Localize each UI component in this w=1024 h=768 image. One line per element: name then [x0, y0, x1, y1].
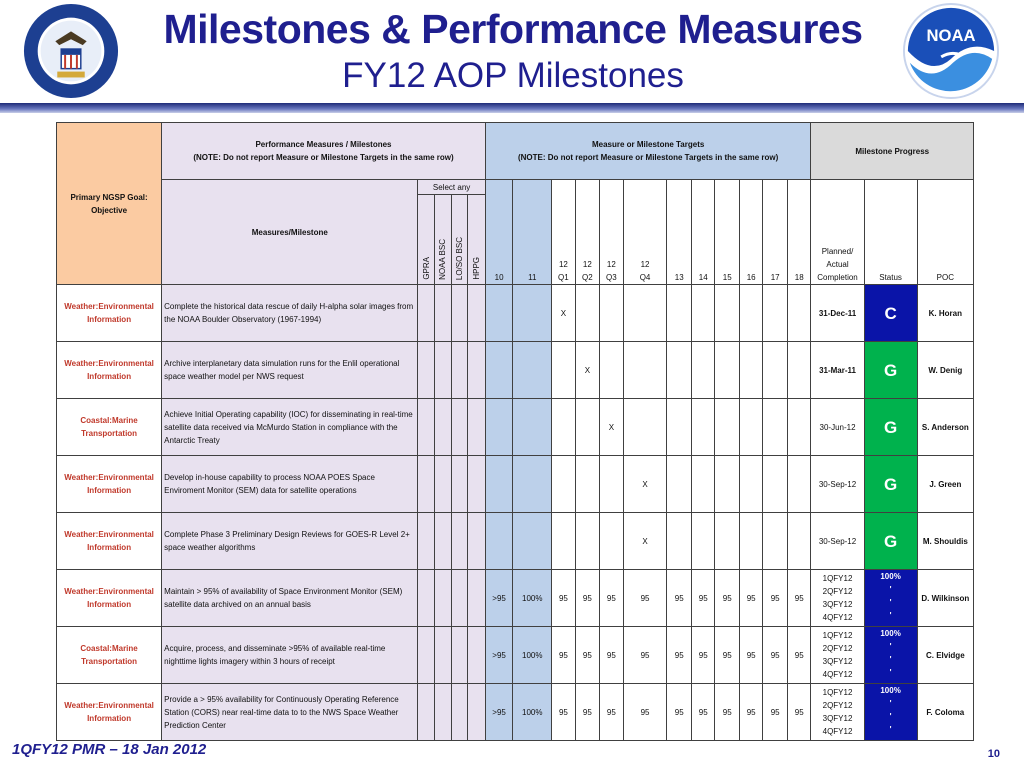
status-progress-line: ': [889, 611, 892, 620]
row-target-future: [691, 342, 714, 399]
row-target-future: [787, 456, 811, 513]
row-target-future: [787, 285, 811, 342]
header-select-any: Select any: [418, 180, 485, 195]
header-targets-title: Measure or Milestone Targets: [591, 140, 705, 149]
row-target-10: >95: [485, 570, 513, 627]
row-target-value: 95: [787, 684, 811, 741]
header-targets: [485, 123, 811, 180]
row-select-cell: [452, 456, 468, 513]
header-col-12q4: 12 Q4: [623, 180, 667, 285]
row-measure: Maintain > 95% of availability of Space Environment Monitor (SEM) satellite data archived on an annual basis: [162, 570, 418, 627]
row-target-value: 95: [552, 684, 575, 741]
row-target-11: 100%: [513, 627, 552, 684]
row-select-cell: [418, 570, 434, 627]
row-target-future: [691, 399, 714, 456]
row-target-10: >95: [485, 684, 513, 741]
row-target-10: [485, 342, 513, 399]
row-target-value: 95: [667, 627, 692, 684]
row-select-cell: [434, 285, 451, 342]
row-target-future: [739, 399, 762, 456]
table-row: [57, 285, 974, 342]
row-target-future: [763, 342, 788, 399]
row-target-value: 95: [715, 627, 740, 684]
noaa-logo-text: NOAA: [926, 26, 976, 46]
row-completion-quarters: [811, 684, 864, 741]
table-row: [57, 342, 974, 399]
row-target-value: 95: [575, 627, 600, 684]
row-target-10: [485, 456, 513, 513]
header-measures-milestone: Measures/Milestone: [162, 180, 418, 285]
quarter-label: 3QFY12: [822, 714, 853, 723]
status-progress-line: 100%: [880, 629, 901, 638]
row-target-value: 95: [600, 684, 623, 741]
quarter-label: 4QFY12: [822, 670, 853, 679]
row-status-badge: G: [864, 399, 917, 456]
header-loso-bsc: LO/SO BSC: [452, 195, 468, 285]
row-completion: 30-Jun-12: [811, 399, 864, 456]
row-measure: Provide a > 95% availability for Continuously Operating Reference Station (CORS) near real-time data to to the NWS Space Weather Prediction Center: [162, 684, 418, 741]
row-select-cell: [418, 285, 434, 342]
header-col-13: 13: [667, 180, 692, 285]
row-target-q4: [623, 342, 667, 399]
header-measures-title: Performance Measures / Milestones: [255, 140, 392, 149]
row-target-value: 95: [763, 570, 788, 627]
header-col-14: 14: [691, 180, 714, 285]
row-target-future: [691, 285, 714, 342]
row-target-future: [715, 285, 740, 342]
page-subtitle: FY12 AOP Milestones: [342, 56, 684, 95]
row-target-11: [513, 285, 552, 342]
row-select-cell: [452, 627, 468, 684]
row-target-value: 95: [739, 684, 762, 741]
row-target-future: [787, 399, 811, 456]
row-target-11: 100%: [513, 570, 552, 627]
header-gpra: GPRA: [418, 195, 434, 285]
row-select-cell: [468, 342, 485, 399]
row-target-10: [485, 285, 513, 342]
row-target-future: [787, 342, 811, 399]
table-row: [57, 456, 974, 513]
row-select-cell: [434, 627, 451, 684]
row-poc: F. Coloma: [917, 684, 973, 741]
row-poc: D. Wilkinson: [917, 570, 973, 627]
row-target-value: 95: [739, 570, 762, 627]
status-progress-line: ': [889, 712, 892, 721]
row-target-future: [715, 456, 740, 513]
row-poc: C. Elvidge: [917, 627, 973, 684]
quarter-label: 2QFY12: [822, 701, 853, 710]
row-target-11: [513, 456, 552, 513]
row-target-q3: [600, 285, 623, 342]
header-noaa-bsc: NOAA BSC: [434, 195, 451, 285]
status-progress-line: ': [889, 668, 892, 677]
row-target-q4: [623, 399, 667, 456]
row-select-cell: [434, 684, 451, 741]
row-target-value: 95: [691, 627, 714, 684]
row-select-cell: [434, 570, 451, 627]
row-poc: K. Horan: [917, 285, 973, 342]
table-row: [57, 399, 974, 456]
row-target-future: [739, 456, 762, 513]
header-col-17: 17: [763, 180, 788, 285]
row-target-future: [763, 513, 788, 570]
row-target-q1: [552, 513, 575, 570]
row-completion: 31-Dec-11: [811, 285, 864, 342]
row-completion: 30-Sep-12: [811, 456, 864, 513]
row-target-future: [739, 342, 762, 399]
header-hppg: HPPG: [468, 195, 485, 285]
quarter-label: 2QFY12: [822, 587, 853, 596]
row-target-11: 100%: [513, 684, 552, 741]
row-target-value: 95: [739, 627, 762, 684]
row-select-cell: [468, 684, 485, 741]
row-target-value: 95: [575, 570, 600, 627]
row-target-value: 95: [623, 684, 667, 741]
row-measure: Archive interplanetary data simulation runs for the Enlil operational space weather model per NWS request: [162, 342, 418, 399]
table-row: [57, 513, 974, 570]
header-measures: [162, 123, 486, 180]
row-poc: W. Denig: [917, 342, 973, 399]
quarter-label: 1QFY12: [822, 631, 853, 640]
row-target-10: >95: [485, 627, 513, 684]
status-progress-line: ': [889, 655, 892, 664]
row-target-future: [715, 342, 740, 399]
status-progress-line: ': [889, 585, 892, 594]
quarter-label: 1QFY12: [822, 688, 853, 697]
row-target-q3: [600, 456, 623, 513]
row-target-future: [763, 399, 788, 456]
row-target-q1: [552, 456, 575, 513]
row-target-future: [691, 513, 714, 570]
header-col-12q2: 12 Q2: [575, 180, 600, 285]
row-target-11: [513, 342, 552, 399]
row-select-cell: [468, 456, 485, 513]
row-measure: Complete Phase 3 Preliminary Design Reviews for GOES-R Level 2+ space weather algorithms: [162, 513, 418, 570]
status-progress-line: ': [889, 699, 892, 708]
row-target-q2: [575, 399, 600, 456]
table-row: [57, 684, 974, 741]
row-status-progress: [864, 570, 917, 627]
department-of-commerce-seal-icon: [22, 2, 120, 100]
row-goal: Weather:Environmental Information: [57, 513, 162, 570]
header-goal: Primary NGSP Goal: Objective: [57, 123, 162, 285]
row-target-11: [513, 399, 552, 456]
row-target-mark: X: [623, 456, 667, 513]
row-goal: Coastal:Marine Transportation: [57, 399, 162, 456]
row-status-progress: [864, 627, 917, 684]
row-target-future: [739, 513, 762, 570]
status-progress-line: ': [889, 642, 892, 651]
row-target-value: 95: [787, 570, 811, 627]
header-targets-note: (NOTE: Do not report Measure or Milestone Targets in the same row): [517, 153, 779, 162]
table-row: [57, 627, 974, 684]
row-goal: Weather:Environmental Information: [57, 285, 162, 342]
row-select-cell: [452, 684, 468, 741]
row-measure: Acquire, process, and disseminate >95% of available real-time nighttime lights imagery within 3 hours of receipt: [162, 627, 418, 684]
status-progress-line: ': [889, 725, 892, 734]
row-target-value: 95: [623, 570, 667, 627]
quarter-label: 4QFY12: [822, 613, 853, 622]
row-target-value: 95: [763, 627, 788, 684]
header-measures-note: (NOTE: Do not report Measure or Milestone Targets in the same row): [193, 153, 454, 162]
row-target-future: [667, 513, 692, 570]
header-rule: [0, 103, 1024, 113]
row-target-future: [667, 456, 692, 513]
row-select-cell: [418, 399, 434, 456]
row-goal: Weather:Environmental Information: [57, 570, 162, 627]
row-target-value: 95: [600, 627, 623, 684]
header-progress: Milestone Progress: [811, 123, 974, 180]
status-progress-line: ': [889, 598, 892, 607]
header-col-18: 18: [787, 180, 811, 285]
row-status-badge: G: [864, 342, 917, 399]
row-target-mark: X: [600, 399, 623, 456]
row-target-value: 95: [552, 627, 575, 684]
header-status: Status: [864, 180, 917, 285]
row-target-value: 95: [575, 684, 600, 741]
row-select-cell: [452, 342, 468, 399]
row-target-future: [787, 513, 811, 570]
status-progress-line: 100%: [880, 572, 901, 581]
row-target-q3: [600, 342, 623, 399]
row-target-future: [715, 399, 740, 456]
header-col-12q1: 12 Q1: [552, 180, 575, 285]
row-target-future: [667, 285, 692, 342]
row-select-cell: [468, 399, 485, 456]
header-poc: POC: [917, 180, 973, 285]
row-target-mark: X: [552, 285, 575, 342]
row-measure: Complete the historical data rescue of daily H-alpha solar images from the NOAA Boulder Observatory (1967-1994): [162, 285, 418, 342]
row-poc: S. Anderson: [917, 399, 973, 456]
row-goal: Weather:Environmental Information: [57, 684, 162, 741]
header-col-15: 15: [715, 180, 740, 285]
row-completion: 31-Mar-11: [811, 342, 864, 399]
row-target-value: 95: [763, 684, 788, 741]
row-target-mark: X: [575, 342, 600, 399]
row-select-cell: [434, 456, 451, 513]
row-target-q2: [575, 513, 600, 570]
header-planned: Planned/ Actual Completion: [811, 180, 864, 285]
row-target-q4: [623, 285, 667, 342]
row-target-mark: X: [623, 513, 667, 570]
row-poc: M. Shouldis: [917, 513, 973, 570]
row-select-cell: [468, 513, 485, 570]
row-select-cell: [434, 513, 451, 570]
row-target-q3: [600, 513, 623, 570]
header-col-11: 11: [513, 180, 552, 285]
row-select-cell: [468, 285, 485, 342]
quarter-label: 4QFY12: [822, 727, 853, 736]
row-select-cell: [418, 627, 434, 684]
row-target-future: [667, 342, 692, 399]
row-target-q2: [575, 456, 600, 513]
row-target-q1: [552, 399, 575, 456]
page-title: Milestones & Performance Measures: [163, 6, 863, 52]
status-progress-line: 100%: [880, 686, 901, 695]
row-target-value: 95: [667, 570, 692, 627]
header-col-10: 10: [485, 180, 513, 285]
row-completion: 30-Sep-12: [811, 513, 864, 570]
row-target-future: [763, 456, 788, 513]
quarter-label: 2QFY12: [822, 644, 853, 653]
row-target-value: 95: [691, 570, 714, 627]
row-select-cell: [418, 684, 434, 741]
row-select-cell: [452, 513, 468, 570]
row-target-value: 95: [623, 627, 667, 684]
row-select-cell: [468, 627, 485, 684]
row-target-q1: [552, 342, 575, 399]
row-target-future: [763, 285, 788, 342]
row-target-value: 95: [600, 570, 623, 627]
quarter-label: 3QFY12: [822, 600, 853, 609]
row-select-cell: [452, 399, 468, 456]
row-select-cell: [434, 399, 451, 456]
row-select-cell: [418, 513, 434, 570]
row-select-cell: [452, 285, 468, 342]
row-target-value: 95: [691, 684, 714, 741]
row-select-cell: [434, 342, 451, 399]
row-target-future: [739, 285, 762, 342]
row-target-11: [513, 513, 552, 570]
row-select-cell: [418, 342, 434, 399]
row-target-value: 95: [787, 627, 811, 684]
row-completion-quarters: [811, 627, 864, 684]
row-target-value: 95: [715, 684, 740, 741]
row-measure: Develop in-house capability to process NOAA POES Space Enviroment Monitor (SEM) data for satellite operations: [162, 456, 418, 513]
milestones-table: [56, 122, 974, 741]
row-target-10: [485, 513, 513, 570]
row-target-value: 95: [715, 570, 740, 627]
row-status-badge: C: [864, 285, 917, 342]
quarter-label: 1QFY12: [822, 574, 853, 583]
row-target-future: [715, 513, 740, 570]
noaa-logo-icon: [902, 2, 1000, 100]
row-status-badge: G: [864, 456, 917, 513]
row-select-cell: [418, 456, 434, 513]
row-completion-quarters: [811, 570, 864, 627]
header-col-12q3: 12 Q3: [600, 180, 623, 285]
row-poc: J. Green: [917, 456, 973, 513]
row-target-value: 95: [667, 684, 692, 741]
row-goal: Weather:Environmental Information: [57, 456, 162, 513]
row-target-10: [485, 399, 513, 456]
row-target-future: [691, 456, 714, 513]
header-col-16: 16: [739, 180, 762, 285]
table-row: [57, 570, 974, 627]
row-status-progress: [864, 684, 917, 741]
row-measure: Achieve Initial Operating capability (IOC) for disseminating in real-time satellite data received via McMurdo Station in compliance with the Antarctic Treaty: [162, 399, 418, 456]
page-number: 10: [987, 748, 1000, 760]
row-select-cell: [452, 570, 468, 627]
footer-date: 1QFY12 PMR – 18 Jan 2012: [12, 741, 207, 758]
row-goal: Coastal:Marine Transportation: [57, 627, 162, 684]
row-select-cell: [468, 570, 485, 627]
row-target-q2: [575, 285, 600, 342]
row-goal: Weather:Environmental Information: [57, 342, 162, 399]
quarter-label: 3QFY12: [822, 657, 853, 666]
row-status-badge: G: [864, 513, 917, 570]
row-target-value: 95: [552, 570, 575, 627]
row-target-future: [667, 399, 692, 456]
